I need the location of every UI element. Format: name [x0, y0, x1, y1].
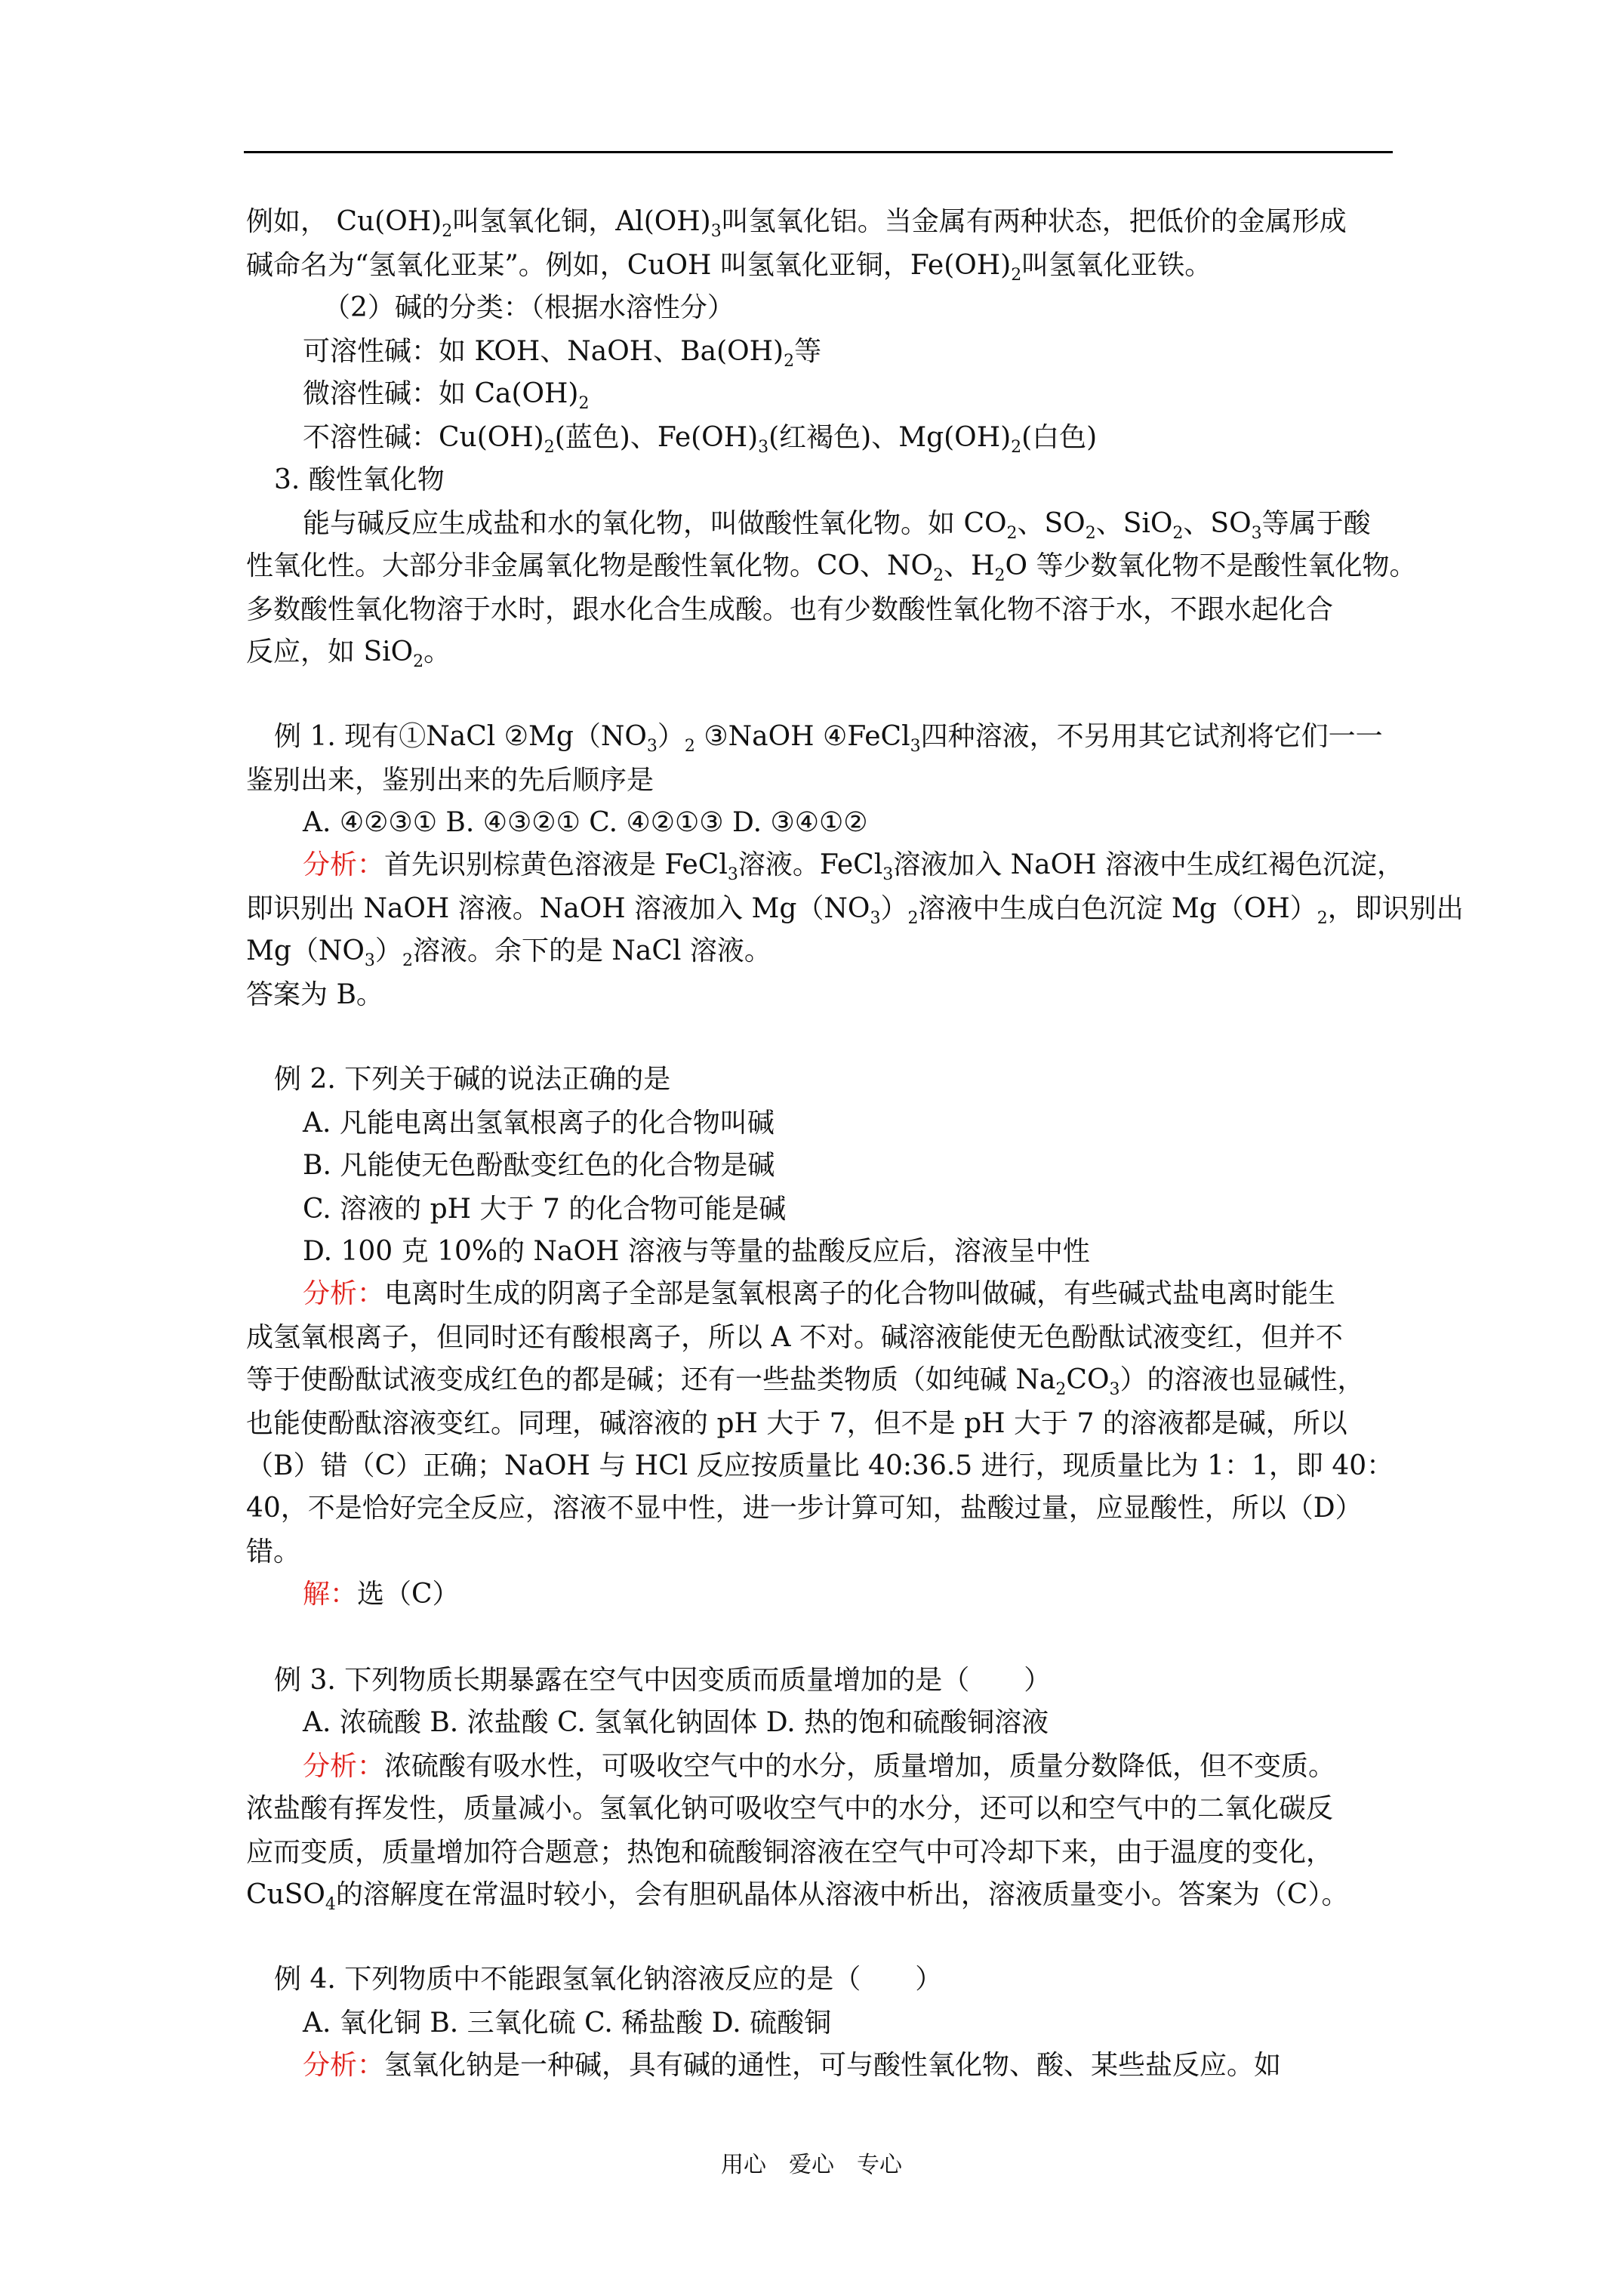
ex2-question	[274, 1063, 670, 1096]
label-emphasis: 解：	[303, 1579, 358, 1610]
text-run: 多数酸性氧化物溶于水时，跟水化合生成酸。也有少数酸性氧化物不溶于水，不跟水起化合	[246, 594, 1334, 625]
text-run: 、SiO	[1095, 508, 1173, 539]
text-run: 微溶性碱：如 Ca(OH)	[303, 378, 579, 409]
ex2-option-c	[303, 1193, 786, 1226]
text-run: 叫氢氧化铝。当金属有两种状态，把低价的金属形成	[721, 206, 1347, 237]
text-run: 也能使酚酞溶液变红。同理，碱溶液的 pH 大于 7，但不是 pH 大于 7 的溶液都是碱，所以	[246, 1408, 1347, 1439]
ex4-options	[303, 2007, 831, 2040]
text-run: 例 4. 下列物质中不能跟氢氧化钠溶液反应的是（ ）	[274, 1964, 943, 1995]
label-emphasis: 分析：	[303, 1751, 385, 1782]
text-run: A. ④②③① B. ④③②① C. ④②①③ D. ③④①②	[303, 807, 868, 838]
subscript: 2	[1011, 438, 1022, 457]
text-run: ）	[374, 935, 402, 966]
ex2-analysis-4	[246, 1407, 1347, 1441]
subscript: 3	[710, 222, 722, 241]
text-run: (白色)	[1021, 422, 1098, 453]
text-run: 能与碱反应生成盐和水的氧化物，叫做酸性氧化物。如 CO	[303, 508, 1007, 539]
text-run: （2）碱的分类：（根据水溶性分）	[323, 292, 735, 323]
text-run: 溶液。FeCl	[738, 849, 883, 880]
text-run: (红褐色)、Mg(OH)	[768, 422, 1012, 453]
text-run: 溶液中生成白色沉淀 Mg（OH）	[918, 893, 1317, 924]
ex2-option-b	[303, 1149, 775, 1182]
ex3-analysis	[303, 1750, 1335, 1783]
text-run: 的溶解度在常温时较小，会有胆矾晶体从溶液中析出，溶液质量变小。答案为（C）。	[335, 1879, 1349, 1910]
ex3-analysis-4	[246, 1878, 1348, 1912]
text-run: 浓盐酸有挥发性，质量减小。氢氧化钠可吸收空气中的水分，还可以和空气中的二氧化碳反	[246, 1793, 1334, 1824]
text-run: 成氢氧根离子，但同时还有酸根离子，所以 A 不对。碱溶液能使无色酚酞试液变红，但并不	[246, 1322, 1343, 1353]
text-run: 电离时生成的阴离子全部是氢氧根离子的化合物叫做碱，有些碱式盐电离时能生	[384, 1278, 1336, 1309]
text-run: ③NaOH ④FeCl	[694, 721, 910, 752]
text-run: ）	[657, 721, 685, 752]
subscript: 3	[1251, 524, 1262, 543]
text-run: CuSO	[246, 1879, 325, 1910]
ex2-analysis-5	[246, 1450, 1394, 1483]
subscript: 3	[910, 737, 921, 756]
text-run: 溶液。余下的是 NaCl 溶液。	[412, 935, 771, 966]
subscript: 2	[907, 909, 919, 928]
text-run: 、SO	[1017, 508, 1086, 539]
ex2-option-a	[303, 1107, 775, 1140]
header-rule	[244, 151, 1393, 153]
label-emphasis: 分析：	[303, 2050, 385, 2081]
intro-line-3	[323, 291, 735, 325]
subscript: 2	[1055, 1380, 1067, 1399]
text-run: ）的溶液也显碱性，	[1119, 1364, 1365, 1395]
ex2-analysis-6	[246, 1492, 1363, 1525]
subscript: 3	[758, 438, 769, 457]
subscript: 4	[325, 1895, 336, 1914]
text-run: 、H	[944, 550, 995, 581]
text-run: 溶液加入 NaOH 溶液中生成红褐色沉淀，	[893, 849, 1404, 880]
text-run: ）	[880, 893, 908, 924]
intro-line-10	[246, 593, 1333, 627]
section-heading	[274, 464, 445, 497]
text-run: B. 凡能使无色酚酞变红色的化合物是碱	[303, 1150, 775, 1181]
intro-line-2	[246, 249, 1212, 285]
text-run: O 等少数氧化物不是酸性氧化物。	[1005, 550, 1417, 581]
text-run: 叫氢氧化铜，Al(OH)	[452, 206, 711, 237]
text-run: 例 2. 下列关于碱的说法正确的是	[274, 1064, 671, 1095]
text-run: 、SO	[1183, 508, 1252, 539]
text-run: 碱命名为“氢氧化亚某”。例如，CuOH 叫氢氧化亚铜，Fe(OH)	[246, 250, 1012, 281]
ex2-analysis	[303, 1277, 1335, 1311]
text-run: 即识别出 NaOH 溶液。NaOH 溶液加入 Mg（NO	[246, 893, 870, 924]
text-run: ，即识别出	[1327, 893, 1464, 924]
ex1-question	[274, 720, 1383, 754]
subscript: 2	[1317, 909, 1328, 928]
ex1-answer	[246, 978, 383, 1012]
text-run: 错。	[246, 1536, 301, 1567]
ex3-analysis-3	[246, 1836, 1333, 1869]
text-run: 选（C）	[357, 1579, 460, 1610]
text-run: A. 浓硫酸 B. 浓盐酸 C. 氢氧化钠固体 D. 热的饱和硫酸铜溶液	[303, 1707, 1049, 1738]
text-run: 等于使酚酞试液变成红色的都是碱；还有一些盐类物质（如纯碱 Na	[246, 1364, 1056, 1395]
subscript: 2	[544, 438, 555, 457]
label-emphasis: 分析：	[303, 849, 385, 880]
text-run: 四种溶液，不另用其它试剂将它们一一	[920, 721, 1383, 752]
text-run: D. 100 克 10%的 NaOH 溶液与等量的盐酸反应后，溶液呈中性	[303, 1236, 1090, 1267]
text-run: 例如， Cu(OH)	[246, 206, 442, 237]
subscript: 2	[1172, 524, 1184, 543]
text-run: （B）错（C）正确；NaOH 与 HCl 反应按质量比 40:36.5 进行，现质量比为 1：1，即 40：	[246, 1450, 1394, 1481]
text-run: 可溶性碱：如 KOH、NaOH、Ba(OH)	[303, 336, 784, 367]
ex1-analysis-2	[246, 892, 1464, 926]
subscript: 2	[1085, 524, 1096, 543]
text-run: CO	[1066, 1364, 1110, 1395]
intro-line-9	[246, 550, 1416, 583]
label-emphasis: 分析：	[303, 1278, 385, 1309]
ex3-question	[274, 1664, 1051, 1697]
subscript: 2	[413, 652, 424, 671]
text-run: 反应，如 SiO	[246, 636, 414, 667]
text-run: 3. 酸性氧化物	[274, 464, 445, 495]
ex4-analysis	[303, 2049, 1281, 2082]
subscript: 3	[870, 909, 881, 928]
subscript: 2	[933, 566, 944, 585]
intro-line-8	[303, 507, 1371, 541]
text-run: 应而变质，质量增加符合题意；热饱和硫酸铜溶液在空气中可冷却下来，由于温度的变化，	[246, 1837, 1334, 1868]
subscript: 2	[994, 566, 1006, 585]
text-run: 叫氢氧化亚铁。	[1021, 250, 1212, 281]
ex2-option-d	[303, 1235, 1090, 1268]
ex2-solution	[303, 1578, 460, 1611]
text-run: A. 凡能电离出氢氧根离子的化合物叫碱	[303, 1108, 775, 1139]
subscript: 3	[882, 865, 894, 884]
text-run: (蓝色)、Fe(OH)	[554, 422, 759, 453]
ex3-options	[303, 1706, 1049, 1740]
subscript: 2	[1006, 524, 1018, 543]
subscript: 3	[727, 865, 738, 884]
subscript: 3	[1109, 1380, 1120, 1399]
text-run: 不溶性碱：Cu(OH)	[303, 422, 544, 453]
ex1-question-cont	[246, 764, 654, 797]
subscript: 2	[442, 222, 453, 241]
page-footer: 用心 爱心 专心	[721, 2152, 902, 2178]
intro-line-4	[303, 335, 822, 371]
ex1-options	[303, 806, 868, 840]
ex3-analysis-2	[246, 1792, 1333, 1826]
text-run: 等属于酸	[1261, 508, 1371, 539]
intro-line-5	[303, 378, 589, 411]
text-run: Mg（NO	[246, 935, 365, 966]
ex2-analysis-3	[246, 1364, 1365, 1397]
text-run: 氢氧化钠是一种碱，具有碱的通性，可与酸性氧化物、酸、某些盐反应。如	[384, 2050, 1282, 2081]
text-run: 浓硫酸有吸水性，可吸收空气中的水分，质量增加，质量分数降低，但不变质。	[384, 1751, 1336, 1782]
subscript: 2	[784, 352, 795, 371]
text-run: C. 溶液的 pH 大于 7 的化合物可能是碱	[303, 1194, 787, 1225]
intro-line-6	[303, 421, 1097, 455]
subscript: 2	[402, 951, 413, 970]
text-run: 首先识别棕黄色溶液是 FeCl	[384, 849, 728, 880]
subscript: 3	[364, 951, 375, 970]
intro-line-11	[246, 636, 451, 669]
text-run: 40，不是恰好完全反应，溶液不显中性，进一步计算可知，盐酸过量，应显酸性，所以（D）	[246, 1493, 1363, 1524]
text-run: 例 1. 现有①NaCl ②Mg（NO	[274, 721, 647, 752]
text-run: 。	[423, 636, 451, 667]
ex4-question	[274, 1963, 942, 1996]
text-run: 例 3. 下列物质长期暴露在空气中因变质而质量增加的是（ ）	[274, 1665, 1052, 1696]
ex1-analysis	[303, 849, 1404, 882]
subscript: 2	[578, 394, 590, 413]
text-run: 性氧化性。大部分非金属氧化物是酸性氧化物。CO、NO	[246, 550, 934, 581]
text-run: 答案为 B。	[246, 979, 383, 1010]
ex2-analysis-2	[246, 1321, 1343, 1354]
text-run: 鉴别出来，鉴别出来的先后顺序是	[246, 765, 654, 796]
ex2-analysis-7	[246, 1536, 300, 1569]
subscript: 2	[684, 737, 695, 756]
intro-line-1	[246, 205, 1347, 239]
text-run: 等	[794, 336, 822, 367]
ex1-analysis-3	[246, 935, 771, 968]
subscript: 2	[1011, 266, 1022, 285]
subscript: 3	[646, 737, 658, 756]
text-run: A. 氧化铜 B. 三氧化硫 C. 稀盐酸 D. 硫酸铜	[303, 2008, 832, 2039]
